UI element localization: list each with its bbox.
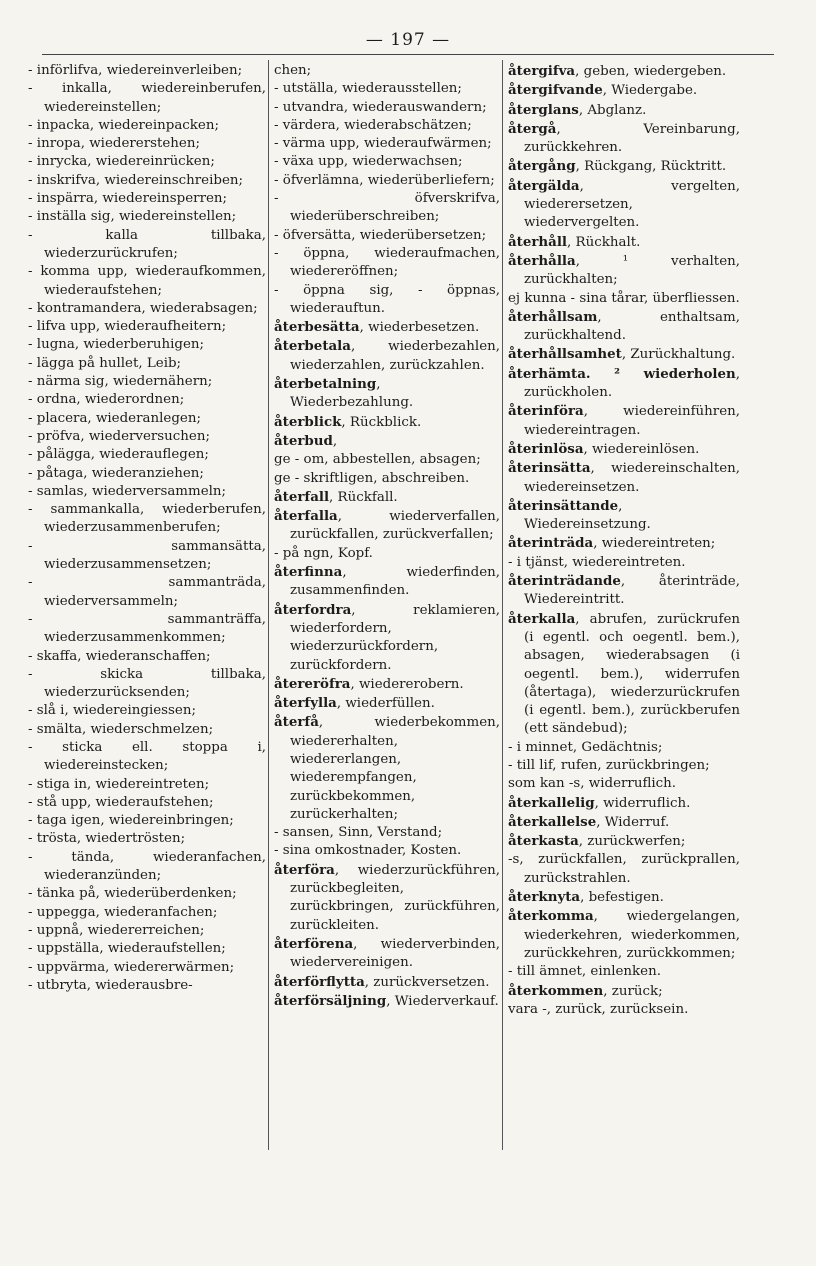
- dictionary-entry: - uppställa, wiederaufstellen;: [28, 941, 226, 957]
- dictionary-entry: återinsättande, Wiedereinsetzung.: [508, 497, 651, 533]
- dictionary-entry: återfå, wiederbekommen, wiedererhalten, wiedererlangen, wiederempfangen, zurückbekommen, zurückerhalten;: [274, 714, 500, 822]
- dictionary-entry: återkallelig, widerruflich.: [508, 794, 691, 811]
- dictionary-entry: - slå i, wiedereingiessen;: [28, 703, 196, 719]
- dictionary-entry: återblick, Rückblick.: [274, 413, 422, 430]
- dictionary-entry: - uppnå, wiedererreichen;: [28, 922, 205, 938]
- dictionary-entry: - uppegga, wiederanfachen;: [28, 904, 218, 920]
- dictionary-entry: - utbryta, wiederausbre-: [28, 977, 193, 993]
- dictionary-entry: - på ngn, Kopf.: [274, 545, 373, 561]
- dictionary-entry: - inkalla, wiedereinberufen, wiedereinstellen;: [28, 81, 266, 115]
- dictionary-entry: - i minnet, Gedächtnis;: [508, 739, 663, 755]
- dictionary-entry: ej kunna - sina tårar, überfliessen.: [508, 290, 740, 306]
- dictionary-entry: - inpacka, wiedereinpacken;: [28, 117, 219, 133]
- dictionary-entry: - skaffa, wiederanschaffen;: [28, 648, 211, 664]
- dictionary-entry: vara -, zurück, zurücksein.: [508, 1001, 689, 1017]
- column-divider: [502, 60, 503, 1150]
- dictionary-entry: - växa upp, wiederwachsen;: [274, 154, 463, 170]
- dictionary-entry: - kalla tillbaka, wiederzurückrufen;: [28, 227, 266, 261]
- dictionary-entry: - skicka tillbaka, wiederzurücksenden;: [28, 666, 266, 701]
- dictionary-entry: återgifva, geben, wiedergeben.: [508, 63, 727, 79]
- dictionary-entry: - sammanträda, wiederversammeln;: [28, 575, 266, 609]
- dictionary-entry: återfall, Rückfall.: [274, 488, 398, 505]
- dictionary-entry: återglans, Abglanz.: [508, 101, 647, 118]
- dictionary-entry: återinträda, wiedereintreten;: [508, 535, 716, 552]
- dictionary-column-1: [28, 62, 266, 1242]
- column-divider: [268, 60, 269, 1150]
- dictionary-entry: - lugna, wiederberuhigen;: [28, 337, 205, 353]
- dictionary-entry: chen;: [274, 63, 312, 78]
- dictionary-entry: - placera, wiederanlegen;: [28, 410, 201, 426]
- dictionary-entry: - sammankalla, wiederberufen, wiederzusammenberufen;: [28, 502, 266, 536]
- dictionary-entry: återhämta. ² wiederholen, zurückholen.: [508, 365, 740, 401]
- dictionary-entry: - pålägga, wiederauflegen;: [28, 447, 209, 463]
- dictionary-entry: -s, zurückfallen, zurückprallen, zurückstrahlen.: [508, 852, 740, 886]
- dictionary-entry: - öppna, wiederaufmachen, wiedereröffnen;: [274, 245, 500, 280]
- header-rule: [42, 54, 774, 55]
- dictionary-entry: återfylla, wiederfüllen.: [274, 695, 435, 712]
- dictionary-entry: - inspärra, wiedereinsperren;: [28, 191, 228, 207]
- dictionary-entry: återfordra, reklamieren, wiederfordern, wiederzurückfordern, zurückfordern.: [274, 601, 500, 673]
- dictionary-entry: - inropa, wiedererstehen;: [28, 136, 200, 152]
- dictionary-entry: - lägga på hullet, Leib;: [28, 355, 182, 371]
- dictionary-entry: - inrycka, wiedereinrücken;: [28, 154, 215, 170]
- dictionary-entry: - utvandra, wiederauswandern;: [274, 99, 487, 115]
- dictionary-entry: återförsäljning, Wiederverkauf.: [274, 992, 499, 1009]
- dictionary-entry: återkomma, wiedergelangen, wiederkehren, wiederkommen, zurückkehren, zurückkommen;: [508, 908, 740, 961]
- dictionary-entry: återföra, wiederzurückführen, zurückbegleiten, zurückbringen, zurückführen, zurückleiten.: [274, 861, 500, 933]
- dictionary-entry: ge - om, abbestellen, absagen;: [274, 452, 481, 468]
- dictionary-entry: - taga igen, wiedereinbringen;: [28, 813, 234, 829]
- dictionary-entry: - införlifva, wiedereinverleiben;: [28, 63, 243, 78]
- dictionary-entry: - sticka ell. stoppa i, wiedereinstecken;: [28, 739, 266, 774]
- dictionary-column-3: [508, 62, 740, 1242]
- dictionary-entry: - sansen, Sinn, Verstand;: [274, 825, 443, 841]
- dictionary-entry: - uppvärma, wiedererwärmen;: [28, 959, 235, 975]
- dictionary-entry: återeröfra, wiedererobern.: [274, 675, 464, 692]
- dictionary-entry: - tänka på, wiederüberdenken;: [28, 886, 237, 902]
- dictionary-entry: återbetalning, Wiederbezahlung.: [274, 376, 414, 411]
- dictionary-entry: återknyta, befestigen.: [508, 889, 664, 906]
- dictionary-entry: - inskrifva, wiedereinschreiben;: [28, 172, 244, 188]
- dictionary-entry: - öppna sig, - öppnas, wiederauftun.: [274, 282, 500, 316]
- dictionary-entry: - närma sig, wiedernähern;: [28, 374, 213, 390]
- dictionary-entry: - i tjänst, wiedereintreten.: [508, 554, 686, 570]
- dictionary-entry: - påtaga, wiederanziehen;: [28, 465, 204, 481]
- dictionary-entry: - värma upp, wiederaufwärmen;: [274, 136, 492, 152]
- dictionary-entry: återfinna, wiederfinden, zusammenfinden.: [274, 564, 500, 599]
- dictionary-entry: återförena, wiederverbinden, wiedervereinigen.: [274, 935, 500, 971]
- dictionary-entry: - öfverlämna, wiederüberliefern;: [274, 172, 495, 188]
- dictionary-entry: - inställa sig, wiedereinstellen;: [28, 209, 237, 225]
- dictionary-entry: - smälta, wiederschmelzen;: [28, 721, 214, 737]
- dictionary-entry: - öfversätta, wiederübersetzen;: [274, 227, 487, 243]
- dictionary-column-2: [274, 62, 500, 1242]
- dictionary-entry: återinträdande, återinträde, Wiedereintritt.: [508, 573, 740, 608]
- dictionary-entry: - värdera, wiederabschätzen;: [274, 117, 472, 133]
- dictionary-entry: - kontramandera, wiederabsagen;: [28, 300, 258, 316]
- dictionary-entry: återkalla, abrufen, zurückrufen (i egentl. och oegentl. bem.), absagen, wiederabsagen (i oegentl. bem.), widerrufen (återtaga), wiederzurückrufen (i egentl. bem.), zurückberufen (ett sändebud);: [508, 610, 740, 737]
- dictionary-entry: - stiga in, wiedereintreten;: [28, 776, 210, 792]
- dictionary-entry: - sina omkostnader, Kosten.: [274, 843, 462, 859]
- dictionary-entry: - utställa, wiederausstellen;: [274, 81, 462, 97]
- dictionary-entry: - öfverskrifva, wiederüberschreiben;: [274, 191, 500, 225]
- dictionary-entry: återbesätta, wiederbesetzen.: [274, 319, 480, 336]
- dictionary-entry: - stå upp, wiederaufstehen;: [28, 794, 214, 810]
- dictionary-entry: ge - skriftligen, abschreiben.: [274, 470, 470, 486]
- dictionary-entry: - till ämnet, einlenken.: [508, 964, 661, 980]
- dictionary-entry: återkommen, zurück;: [508, 982, 663, 999]
- dictionary-entry: återgälda, vergelten, wiederersetzen, wiedervergelten.: [508, 177, 740, 231]
- dictionary-entry: - sammansätta, wiederzusammensetzen;: [28, 538, 266, 573]
- dictionary-entry: återhållsamhet, Zurückhaltung.: [508, 346, 736, 363]
- dictionary-entry: återgå, Vereinbarung, zurückkehren.: [508, 120, 740, 156]
- dictionary-entry: som kan -s, widerruflich.: [508, 776, 677, 792]
- dictionary-entry: återgifvande, Wiedergabe.: [508, 82, 698, 99]
- dictionary-entry: - samlas, wiederversammeln;: [28, 483, 227, 499]
- dictionary-entry: återinsätta, wiedereinschalten, wiedereinsetzen.: [508, 460, 740, 495]
- dictionary-entry: återgång, Rückgang, Rücktritt.: [508, 158, 727, 175]
- dictionary-entry: återinföra, wiedereinführen, wiedereintragen.: [508, 403, 740, 438]
- dictionary-entry: återförflytta, zurückversetzen.: [274, 973, 490, 990]
- dictionary-entry: - tända, wiederanfachen, wiederanzünden;: [28, 849, 266, 884]
- dictionary-entry: - till lif, rufen, zurückbringen;: [508, 757, 710, 773]
- dictionary-entry: - lifva upp, wiederaufheitern;: [28, 319, 227, 335]
- dictionary-entry: - ordna, wiederordnen;: [28, 392, 185, 408]
- page-number: — 197 —: [365, 30, 451, 50]
- dictionary-entry: - sammanträffa, wiederzusammenkommen;: [28, 611, 266, 646]
- dictionary-entry: återhållsam, enthaltsam, zurückhaltend.: [508, 308, 740, 344]
- dictionary-entry: återfalla, wiederverfallen, zurückfallen, zurückverfallen;: [274, 508, 500, 543]
- dictionary-entry: återkallelse, Widerruf.: [508, 813, 670, 830]
- dictionary-entry: - pröfva, wiederversuchen;: [28, 428, 210, 444]
- dictionary-entry: återkasta, zurückwerfen;: [508, 833, 686, 850]
- dictionary-entry: återbetala, wiederbezahlen, wiederzahlen, zurückzahlen.: [274, 338, 500, 373]
- dictionary-entry: återhåll, Rückhalt.: [508, 233, 641, 250]
- dictionary-entry: - komma upp, wiederaufkommen, wiederaufstehen;: [28, 264, 266, 298]
- dictionary-entry: återbud,: [274, 432, 338, 449]
- dictionary-entry: - trösta, wiedertrösten;: [28, 831, 186, 847]
- dictionary-entry: återinlösa, wiedereinlösen.: [508, 440, 700, 457]
- dictionary-entry: återhålla, ¹ verhalten, zurückhalten;: [508, 252, 740, 288]
